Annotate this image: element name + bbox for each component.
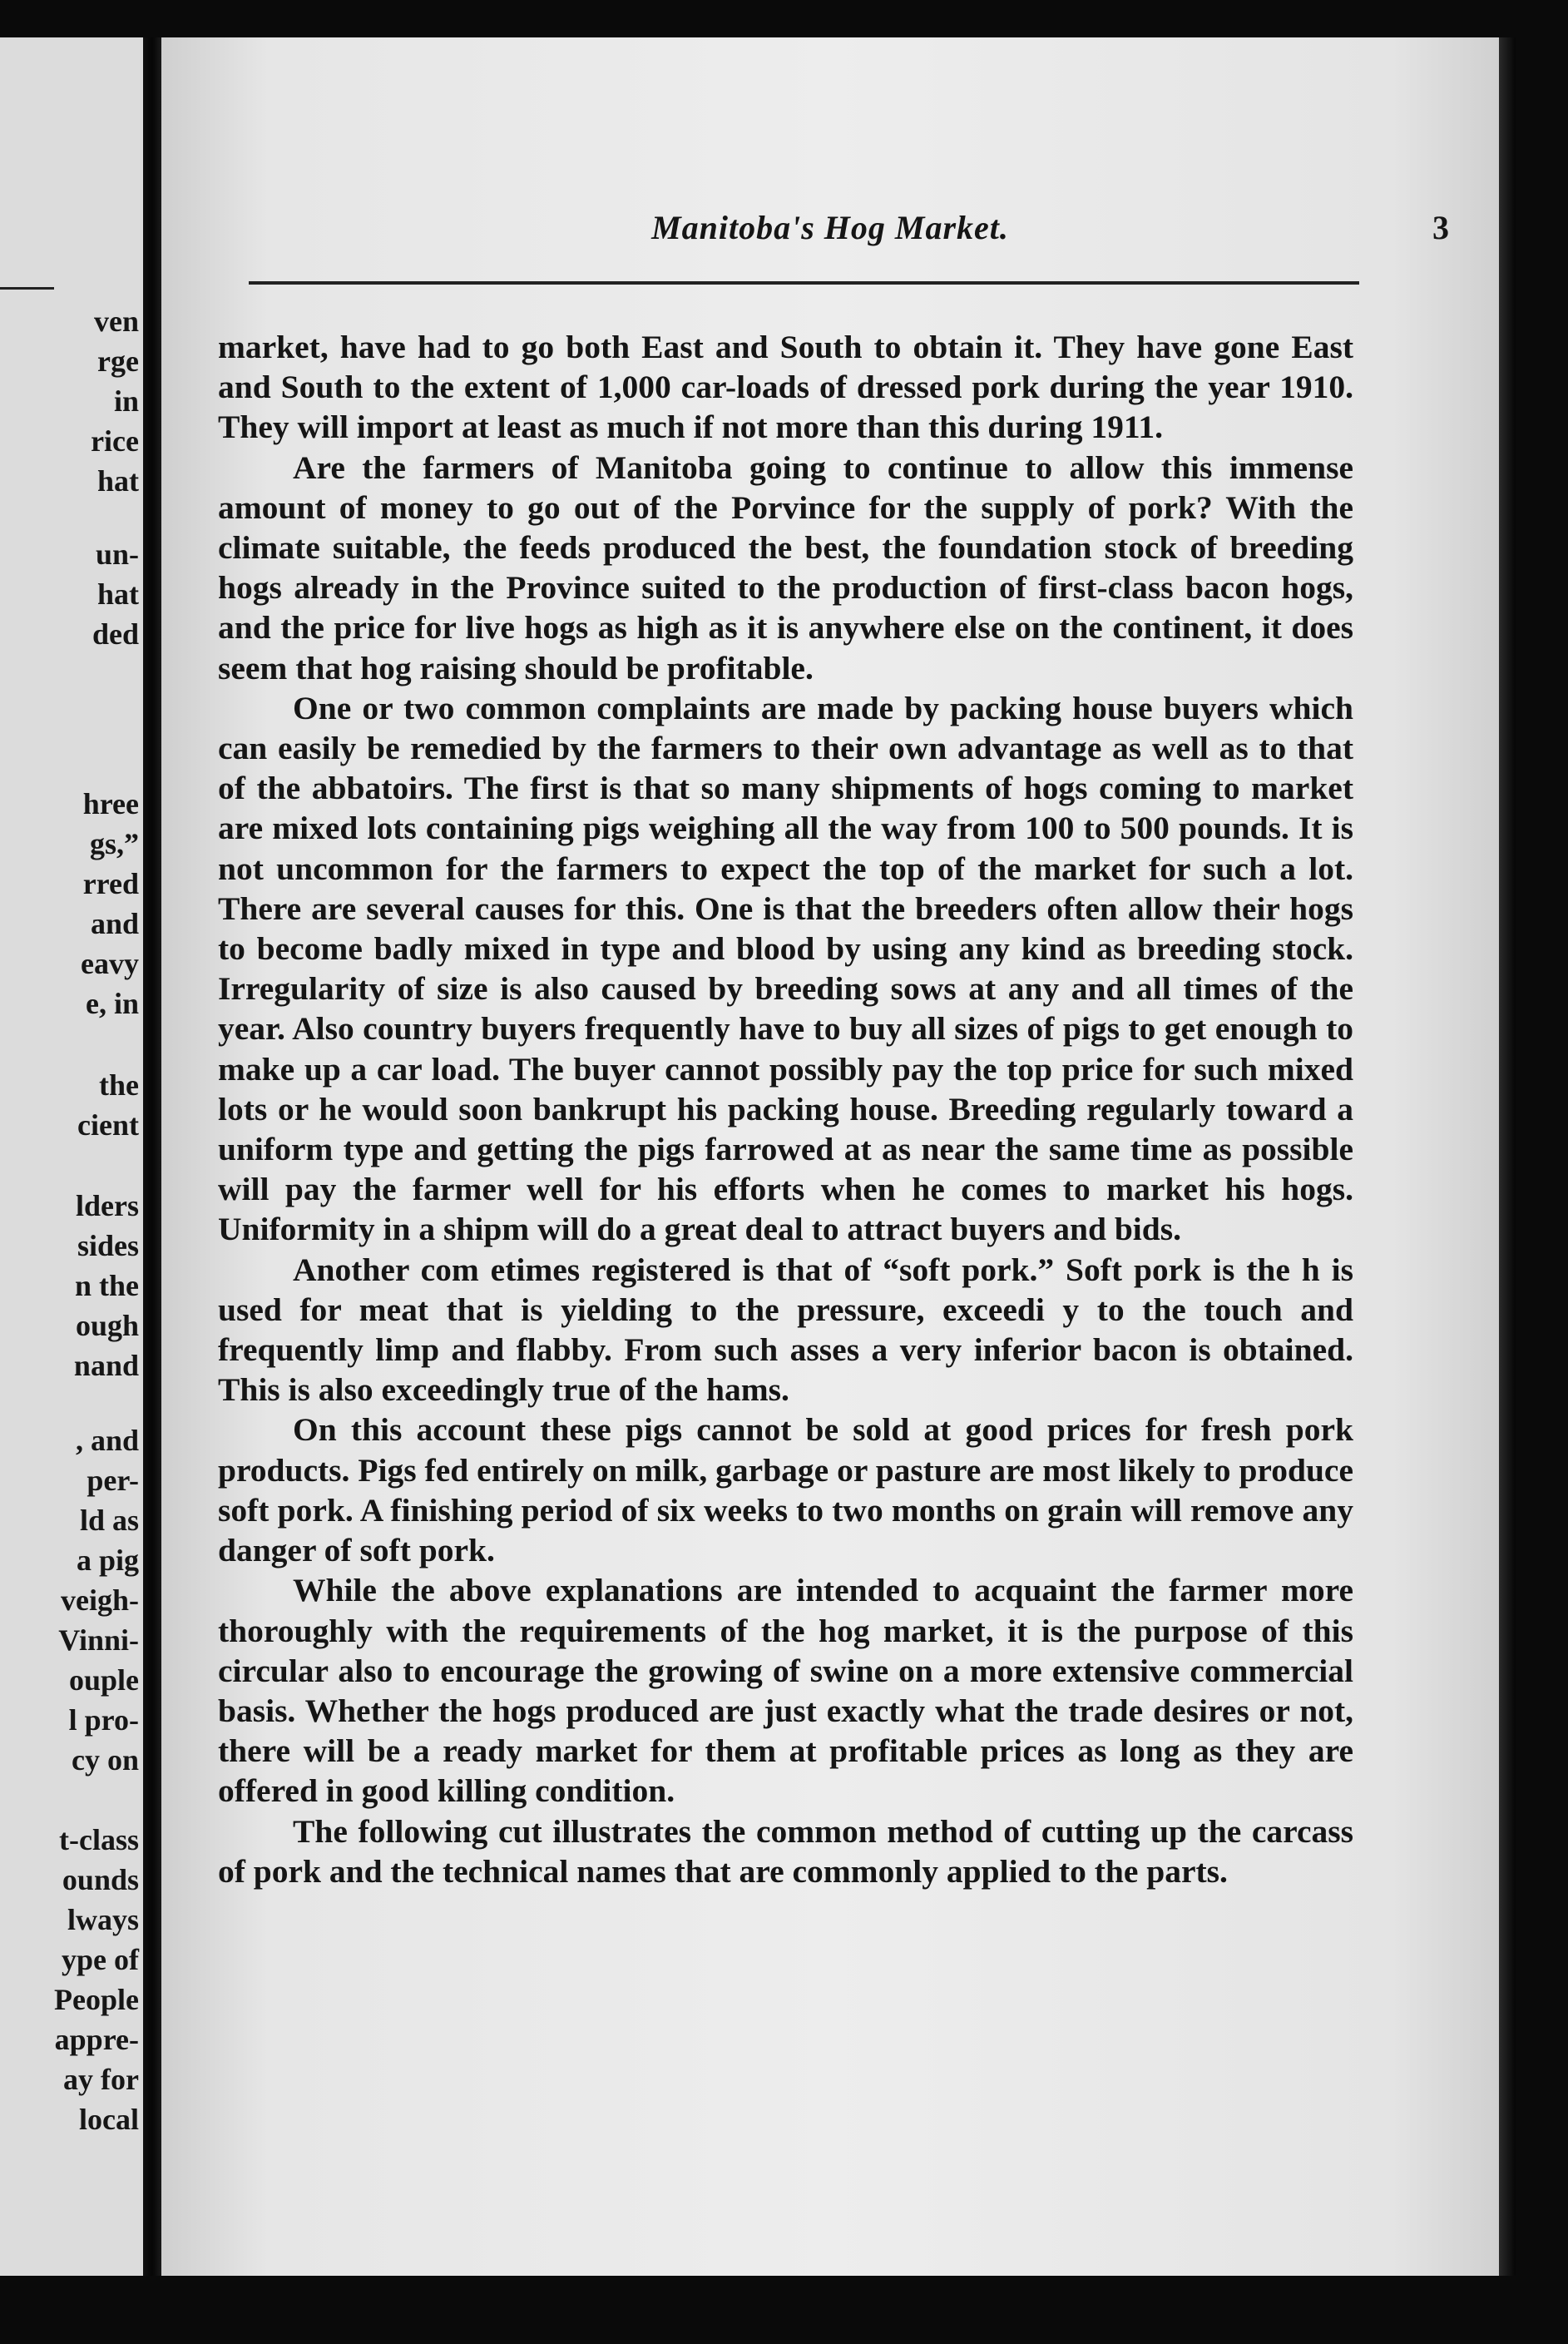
adjacent-page-line: cy on <box>72 1743 139 1777</box>
adjacent-page-line: hree <box>82 787 139 820</box>
adjacent-page-line: eavy <box>81 947 139 980</box>
adjacent-page-line: ype of <box>62 1943 139 1976</box>
adjacent-page-line: n the <box>74 1269 139 1302</box>
adjacent-page-line: t-class <box>59 1823 139 1856</box>
adjacent-page-line: lways <box>67 1903 139 1936</box>
adjacent-page-line: ded <box>92 617 139 651</box>
adjacent-page-fragment <box>0 37 146 2276</box>
paragraph: market, have had to go both East and South to obtain it. They have gone East and South to the extent of 1,000 car-loads of dressed pork during the year 1910. They will import at least as much if not more than this during 1911. <box>218 329 1353 446</box>
adjacent-page-line: l pro- <box>68 1703 139 1737</box>
adjacent-page-line: , and <box>75 1424 139 1457</box>
adjacent-page-rule <box>0 287 54 290</box>
running-head-title: Manitoba's Hog Market. <box>651 209 1009 246</box>
adjacent-page-line: veigh- <box>61 1583 139 1617</box>
page-edge-shadow <box>1499 37 1516 2276</box>
adjacent-page-line: and <box>90 907 139 940</box>
adjacent-page-line: un- <box>95 538 139 571</box>
adjacent-page-line: ven <box>94 305 139 338</box>
page-number: 3 <box>1432 209 1449 246</box>
adjacent-page-line: ough <box>75 1309 139 1342</box>
adjacent-page-line: sides <box>77 1229 139 1262</box>
adjacent-page-line: gs,” <box>89 827 139 860</box>
adjacent-page-line: a pig <box>76 1544 139 1577</box>
adjacent-page-line: hat <box>96 577 139 611</box>
adjacent-page-line: appre- <box>54 2023 139 2056</box>
paragraph: While the above explanations are intended to acquaint the farmer more thoroughly with the requirements of the hog market, it is the purpose of this circular also to encourage the growing of swine on a more extensive commercial basis. Whether the hogs produced are just exactly what the trade desires or not, there will be a ready market for them at profitable prices as long as they are offered in good killing condition. <box>218 1572 1353 1810</box>
adjacent-page-line: in <box>113 384 139 418</box>
adjacent-page-line: rge <box>97 344 139 378</box>
paragraph: One or two common complaints are made by packing house buyers which can easily be remedied by the farmers to their own advantage as well as to that of the abbatoirs. The first is that so many shipments of hogs coming to market are mixed lots containing pigs weighing all the way from 100 to 500 pounds. It is not uncommon for the farmers to expect the top of the market for such a lot. There are several causes for this. One is that the breeders often allow their hogs to become badly mixed in type and blood by using any kind as breeding stock. Irregularity of size is also caused by breeding sows at any and all times of the year. Also country buyers frequently have to buy all sizes of pigs to get enough to make up a car load. The buyer cannot possibly pay the top price for such mixed lots or he would soon bankrupt his packing house. Breeding regularly toward a uniform type and getting the pigs farrowed at as near the same time as possible will pay the farmer well for his efforts when he comes to market his hogs. Uniformity in a shipm will do a great deal to attract buyers and bids. <box>218 689 1353 1248</box>
adjacent-page-line: hat <box>96 464 139 498</box>
adjacent-page-line: local <box>79 2103 139 2136</box>
paragraph: The following cut illustrates the common method of cutting up the carcass of pork and the technical names that are commonly applied to the parts. <box>218 1812 1353 1890</box>
adjacent-page-line: e, in <box>85 987 139 1020</box>
adjacent-page-line: the <box>99 1068 139 1102</box>
running-header <box>211 208 1449 258</box>
adjacent-page-line: ld as <box>79 1504 139 1537</box>
adjacent-page-line: ounds <box>62 1863 139 1896</box>
adjacent-page-line: ouple <box>68 1663 139 1697</box>
adjacent-page-line: Vinni- <box>58 1623 139 1657</box>
body-text <box>218 327 1353 1891</box>
adjacent-page-line: lders <box>76 1189 139 1222</box>
adjacent-page-line: rice <box>91 424 139 458</box>
adjacent-page-line: ay for <box>63 2063 139 2096</box>
adjacent-page-line: per- <box>87 1464 139 1497</box>
book-gutter <box>143 37 161 2276</box>
adjacent-page-line: cient <box>77 1108 139 1142</box>
header-rule <box>249 281 1359 285</box>
paragraph: Another com etimes registered is that of “soft pork.” Soft pork is the h is used for meat that is yielding to the pressure, exceedi y to the touch and frequently limp and flabby. From such asses a very inferior bacon is obtained. This is also exceedingly true of the hams. <box>218 1251 1353 1409</box>
paragraph: Are the farmers of Manitoba going to continue to allow this immense amount of money to go out of the Porvince for the supply of pork? With the climate suitable, the feeds produced the best, the foundation stock of breeding hogs already in the Province suited to the production of first-class bacon hogs, and the price for live hogs as high as it is anywhere else on the continent, it does seem that hog raising should be profitable. <box>218 448 1353 686</box>
paragraph: On this account these pigs cannot be sold at good prices for fresh pork products. Pigs fed entirely on milk, garbage or pasture are most likely to produce soft pork. A finishing period of six weeks to two months on grain will remove any danger of soft pork. <box>218 1411 1353 1569</box>
adjacent-page-line: nand <box>73 1349 139 1382</box>
adjacent-page-line: rred <box>82 867 139 900</box>
book-page <box>161 37 1499 2276</box>
adjacent-page-line: People <box>54 1983 139 2016</box>
